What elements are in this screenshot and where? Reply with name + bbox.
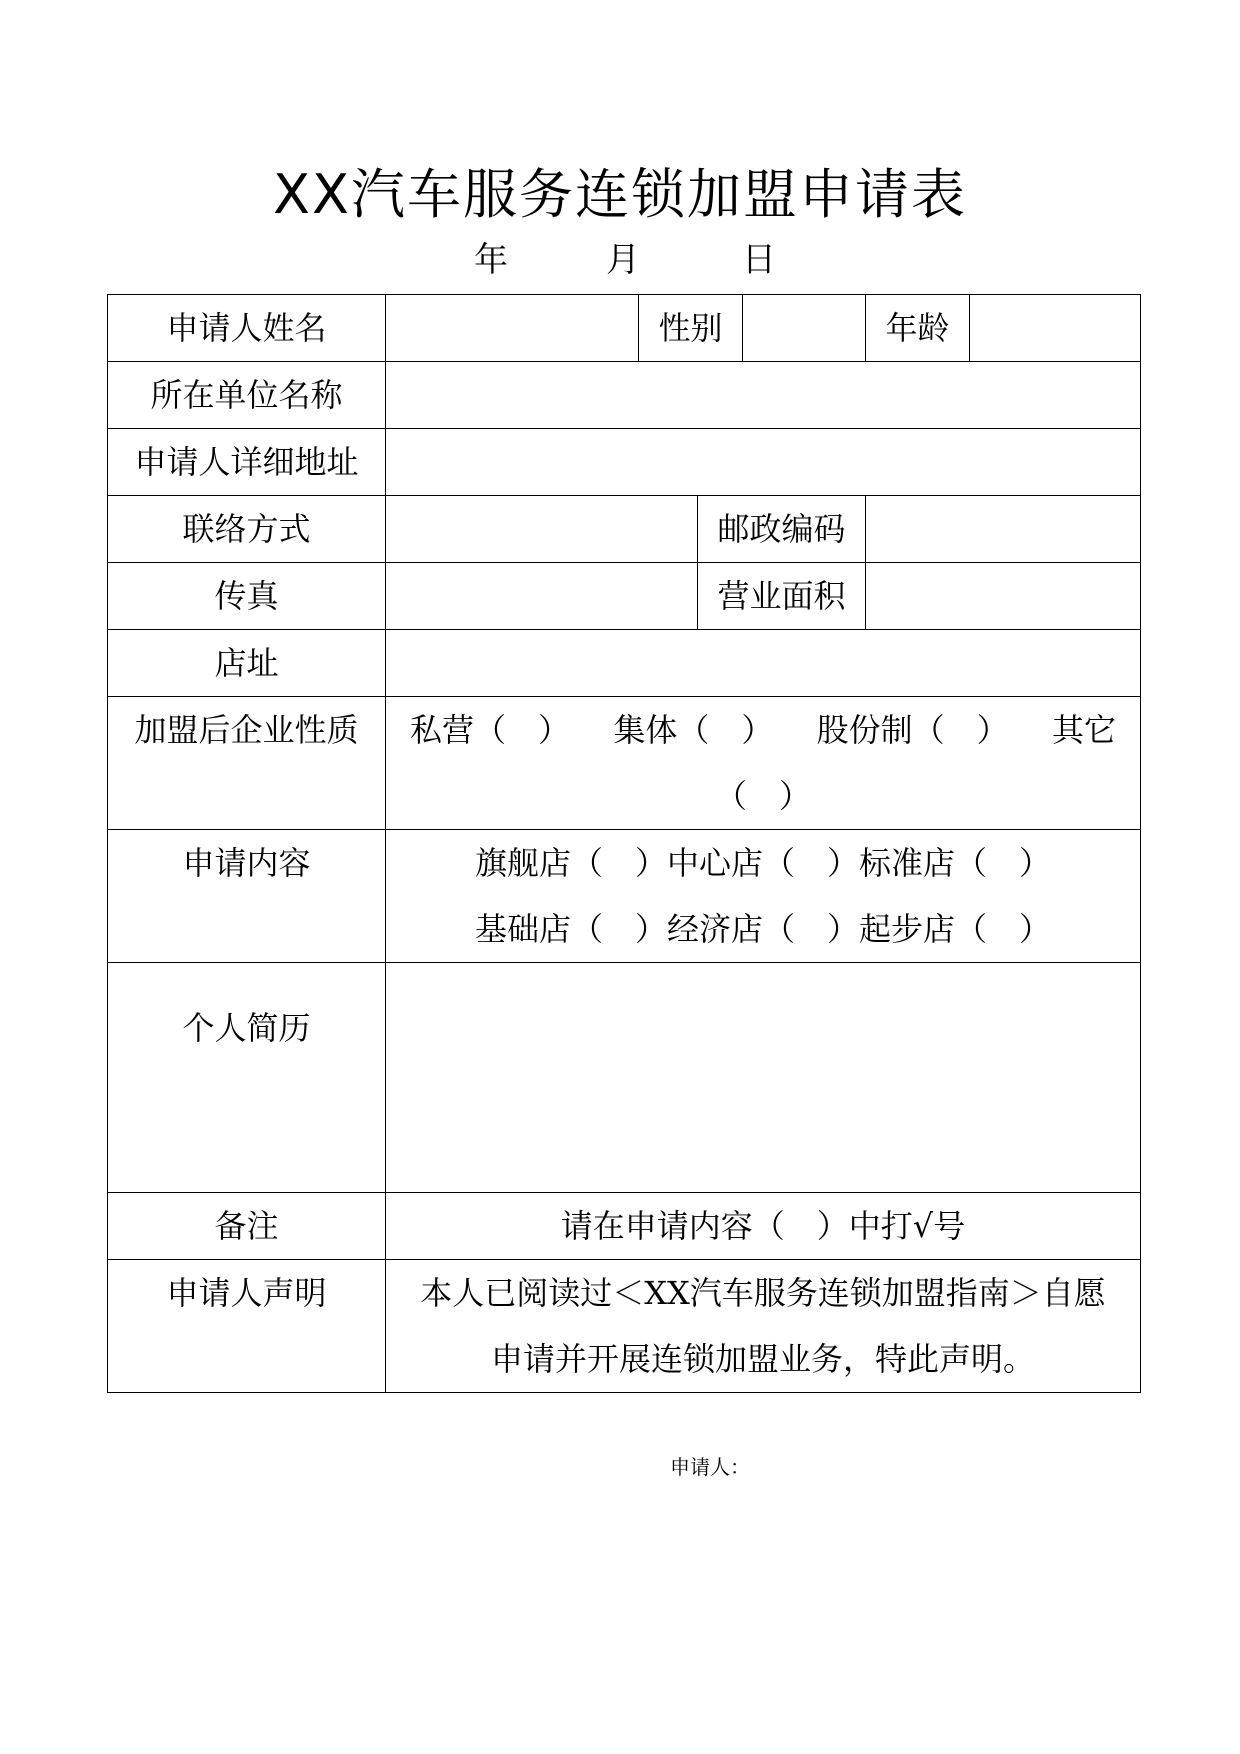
application-line2[interactable]: 基础店（ ）经济店（ ）起步店（ ） <box>475 910 1052 948</box>
gender-label: 性别 <box>639 295 743 362</box>
application-label: 申请内容 <box>108 830 386 963</box>
postcode-label: 邮政编码 <box>698 496 866 563</box>
option-other-bracket[interactable]: （ ） <box>715 777 812 815</box>
remarks-label: 备注 <box>108 1193 386 1260</box>
row-declaration <box>108 1260 1141 1393</box>
row-organization <box>108 362 1141 429</box>
gender-field[interactable] <box>743 295 866 362</box>
fax-field[interactable] <box>386 563 698 630</box>
row-company-nature <box>108 697 1141 830</box>
company-nature-options <box>386 697 1141 830</box>
date-month-label: 月 <box>606 240 640 280</box>
declaration-text <box>386 1260 1141 1393</box>
store-address-label: 店址 <box>108 630 386 697</box>
organization-label: 所在单位名称 <box>108 362 386 429</box>
company-nature-line <box>386 697 1140 763</box>
row-application <box>108 830 1141 963</box>
row-fax <box>108 563 1141 630</box>
age-label: 年龄 <box>866 295 970 362</box>
option-private[interactable]: 私营（ ） <box>410 711 571 749</box>
company-nature-label: 加盟后企业性质 <box>108 697 386 830</box>
date-year-label: 年 <box>474 240 508 280</box>
application-options <box>386 830 1141 963</box>
declaration-label: 申请人声明 <box>108 1260 386 1393</box>
address-label: 申请人详细地址 <box>108 429 386 496</box>
document-title: XX汽车服务连锁加盟申请表 <box>273 163 967 226</box>
store-address-field[interactable] <box>386 630 1141 697</box>
row-contact <box>108 496 1141 563</box>
fax-label: 传真 <box>108 563 386 630</box>
option-collective[interactable]: 集体（ ） <box>613 711 774 749</box>
resume-label: 个人简历 <box>108 963 386 1193</box>
postcode-field[interactable] <box>866 496 1141 563</box>
row-resume <box>108 963 1141 1193</box>
row-address <box>108 429 1141 496</box>
declaration-line2: 申请并开展连锁加盟业务，特此声明。 <box>491 1340 1036 1378</box>
remarks-text: 请在申请内容（ ）中打√号 <box>386 1193 1141 1260</box>
applicant-name-label: 申请人姓名 <box>108 295 386 362</box>
organization-field[interactable] <box>386 362 1141 429</box>
resume-field[interactable] <box>386 963 1141 1193</box>
option-joint-stock[interactable]: 股份制（ ） <box>816 711 1009 749</box>
date-day-label: 日 <box>742 240 776 280</box>
row-store-address <box>108 630 1141 697</box>
business-area-field[interactable] <box>866 563 1141 630</box>
age-field[interactable] <box>970 295 1141 362</box>
address-field[interactable] <box>386 429 1141 496</box>
contact-label: 联络方式 <box>108 496 386 563</box>
declaration-line1: 本人已阅读过＜XX汽车服务连锁加盟指南＞自愿 <box>420 1274 1106 1312</box>
application-line1[interactable]: 旗舰店（ ）中心店（ ）标准店（ ） <box>475 844 1052 882</box>
applicant-name-field[interactable] <box>386 295 639 362</box>
row-remarks <box>108 1193 1141 1260</box>
date-line <box>460 238 780 282</box>
contact-field[interactable] <box>386 496 698 563</box>
option-other[interactable]: 其它 <box>1051 711 1116 749</box>
business-area-label: 营业面积 <box>698 563 866 630</box>
application-form-table <box>107 294 1141 1393</box>
row-applicant <box>108 295 1141 362</box>
signer-label: 申请人： <box>670 1455 750 1479</box>
